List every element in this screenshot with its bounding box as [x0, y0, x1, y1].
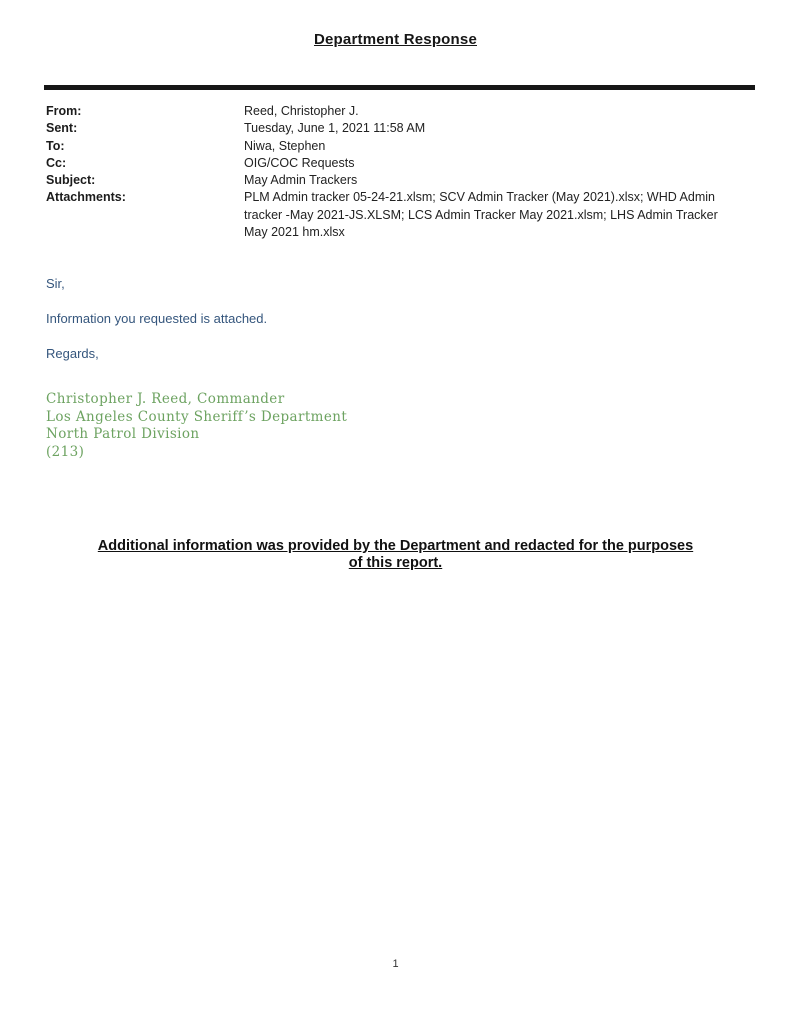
signature-line-name: Christopher J. Reed, Commander	[46, 391, 285, 407]
email-body-closing: Regards,	[46, 346, 99, 361]
header-value-cc: OIG/COC Requests	[244, 155, 355, 170]
email-header-row-subject	[46, 172, 738, 189]
header-value-to: Niwa, Stephen	[244, 138, 326, 153]
email-header-row-from	[46, 103, 738, 120]
redaction-note: Additional information was provided by the Department and redacted for the purposes of this report.	[97, 538, 694, 571]
email-header-block	[46, 103, 738, 241]
header-value-sent: Tuesday, June 1, 2021 11:58 AM	[244, 121, 426, 136]
header-label-to: To:	[46, 138, 65, 153]
signature-line-department: Los Angeles County Sheriff’s Department	[46, 408, 348, 425]
page-title: Department Response	[313, 31, 477, 48]
email-header-row-attachments	[46, 189, 738, 241]
email-header-row-sent	[46, 120, 738, 137]
header-value-subject: May Admin Trackers	[244, 173, 358, 188]
divider-rule	[44, 85, 755, 90]
email-body-message: Information you requested is attached.	[46, 311, 268, 326]
signature-line-phone: (213)	[46, 443, 85, 460]
header-label-subject: Subject:	[46, 173, 96, 188]
header-label-from: From:	[46, 104, 82, 118]
header-label-sent: Sent:	[46, 121, 78, 136]
email-header-row-to	[46, 138, 738, 155]
header-label-attachments: Attachments:	[46, 190, 126, 205]
email-signature-block	[46, 391, 347, 461]
signature-line-division: North Patrol Division	[46, 426, 200, 442]
header-value-from: Reed, Christopher J.	[244, 104, 359, 118]
header-value-attachments: PLM Admin tracker 05-24-21.xlsm; SCV Admin Tracker (May 2021).xlsx; WHD Admin tracker -May 2021-JS.XLSM; LCS Admin Tracker May 2021.xlsm; LHS Admin Tracker May 2021 hm.xlsx	[244, 190, 718, 240]
header-label-cc: Cc:	[46, 155, 67, 170]
email-body-greeting: Sir,	[46, 276, 65, 291]
page-number: 1	[392, 958, 399, 970]
email-header-row-cc	[46, 155, 738, 172]
